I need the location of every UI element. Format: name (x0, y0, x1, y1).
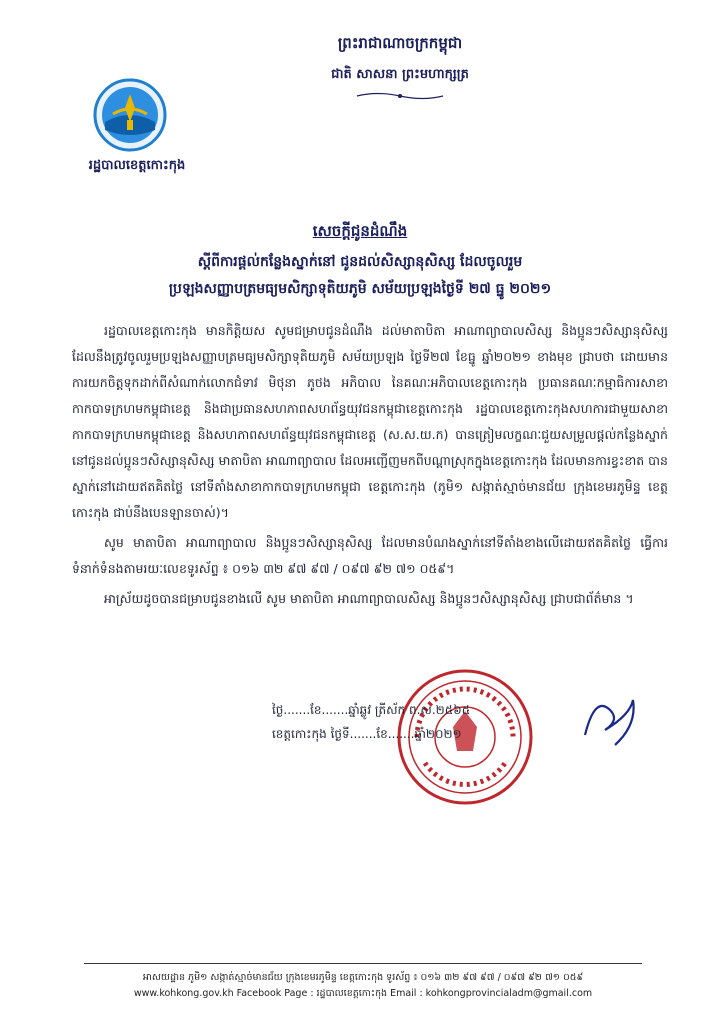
footer-contacts: www.kohkong.gov.kh Facebook Page : រដ្ឋបាលខេត្តកោះកុង Email : kohkongprovincialadm@gmail.com (133, 988, 593, 999)
ornament-divider-icon (355, 91, 445, 101)
body-paragraph-3: អាស្រ័យដូចបានជម្រាបជូនខាងលើ សូម មាតាបិតា អាណាព្យាបាលសិស្ស និងប្អូនៗសិស្សានុសិស្ស ជ្រាបជាព័ត៌មាន ។ (104, 591, 634, 606)
signature-date-block (272, 698, 612, 746)
notice-title-block (60, 222, 660, 300)
notice-body (72, 318, 668, 616)
body-paragraph-1: រដ្ឋបាលខេត្តកោះកុង មានកិត្តិយស សូមជម្រាបជូនដំណឹង ដល់មាតាបិតា អាណាព្យាបាលសិស្ស និងប្អូនៗសិស្សានុសិស្ស ដែលនឹងត្រូវចូលរួមប្រឡងសញ្ញាបត្រមធ្យមសិក្សាទុតិយភូមិ សម័យប្រឡង ថ្ងៃទី២៧ ខែធ្នូ ឆ្នាំ២០២១ ខាងមុខ ជ្រាបថា ដោយមានការយកចិត្តទុកដាក់ពីសំណាក់លោកជំទាវ មិថុនា ភូថង អភិបាល នៃគណៈអភិបាលខេត្តកោះកុង ប្រធានគណៈកម្មាធិការសាខាកាកបាទក្រហមកម្ពុជាខេត្ត និងជាប្រធានសហភាពសហព័ន្ធយុវជនកម្ពុជាខេត្តកោះកុង រដ្ឋបាលខេត្តកោះកុងសហការជាមួយសាខាកាកបាទក្រហមកម្ពុជាខេត្ត និងសហភាពសហព័ន្ធយុវជនកម្ពុជាខេត្ត (ស.ស.យ.ក) បានត្រៀមលក្ខណៈជួយសម្រួលផ្តល់កន្លែងស្នាក់នៅជូនដល់ប្អូនៗសិស្សានុសិស្ស មាតាបិតា អាណាព្យាបាល ដែលអញ្ជើញមកពីបណ្តាស្រុកក្នុងខេត្តកោះកុង ដែលមានការខ្វះខាត បានស្នាក់នៅដោយឥតគិតថ្លៃ នៅទីតាំងសាខាកាកបាទក្រហមកម្ពុជា ខេត្តកោះកុង (ភូមិ១ សង្កាត់ស្មាច់មានជ័យ ក្រុងខេមរភូមិន្ទ ខេត្តកោះកុង ជាប់នឹងបេនឡានចាស់)។ (72, 323, 668, 520)
lunar-date: ថ្ងៃ.......ខែ.......ឆ្នាំឆ្លូវ ត្រីស័ក ព.ស.២៥៦៥ (272, 703, 471, 717)
notice-subject-line-2: ប្រឡងសញ្ញាបត្រមធ្យមសិក្សាទុតិយភូមិ សម័យប្រឡងថ្ងៃទី ២៧ ធ្នូ ២០២១ (168, 281, 552, 297)
kingdom-title: ព្រះរាជាណាចក្រកម្ពុជា (337, 34, 463, 52)
handwritten-signature-icon (575, 685, 645, 755)
footer-address: អាសយដ្ឋាន ភូមិ១ សង្កាត់ស្មាច់មានជ័យ ក្រុងខេមរភូមិន្ទ ខេត្តកោះកុង ទូរស័ព្ទ ៖ ០១៦ ៣២ ៩៧ ៩៧ / ០៩៧ ៩២ ៧១ ០៥៩ (142, 972, 584, 983)
kingdom-header (280, 34, 520, 105)
issuer-name: រដ្ឋបាលខេត្តកោះកុង (88, 158, 186, 173)
footer (84, 970, 642, 1002)
provincial-logo-icon (93, 78, 167, 152)
solar-date: ខេត្តកោះកុង ថ្ងៃទី.......ខែ.......ឆ្នាំ២០២១ (272, 727, 462, 741)
footer-divider (84, 963, 642, 964)
notice-title: សេចក្តីជូនដំណឹង (312, 222, 408, 240)
body-paragraph-2: សូម មាតាបិតា អាណាព្យាបាល និងប្អូនៗសិស្សានុសិស្ស ដែលមានបំណងស្នាក់នៅទីតាំងខាងលើដោយឥតគិតថ្លៃ ធ្វើការទំនាក់ទំនងតាមរយៈលេខទូរស័ព្ទ ៖ ០១៦ ៣២ ៩៧ ៩៧ / ០៩៧ ៩២ ៧១ ០៥៩។ (72, 535, 668, 576)
kingdom-motto: ជាតិ សាសនា ព្រះមហាក្សត្រ (331, 67, 469, 82)
notice-subject-line-1: ស្តីពីការផ្តល់កន្លែងស្នាក់នៅ ជូនដល់សិស្សានុសិស្ស ដែលចូលរួម (197, 254, 523, 270)
